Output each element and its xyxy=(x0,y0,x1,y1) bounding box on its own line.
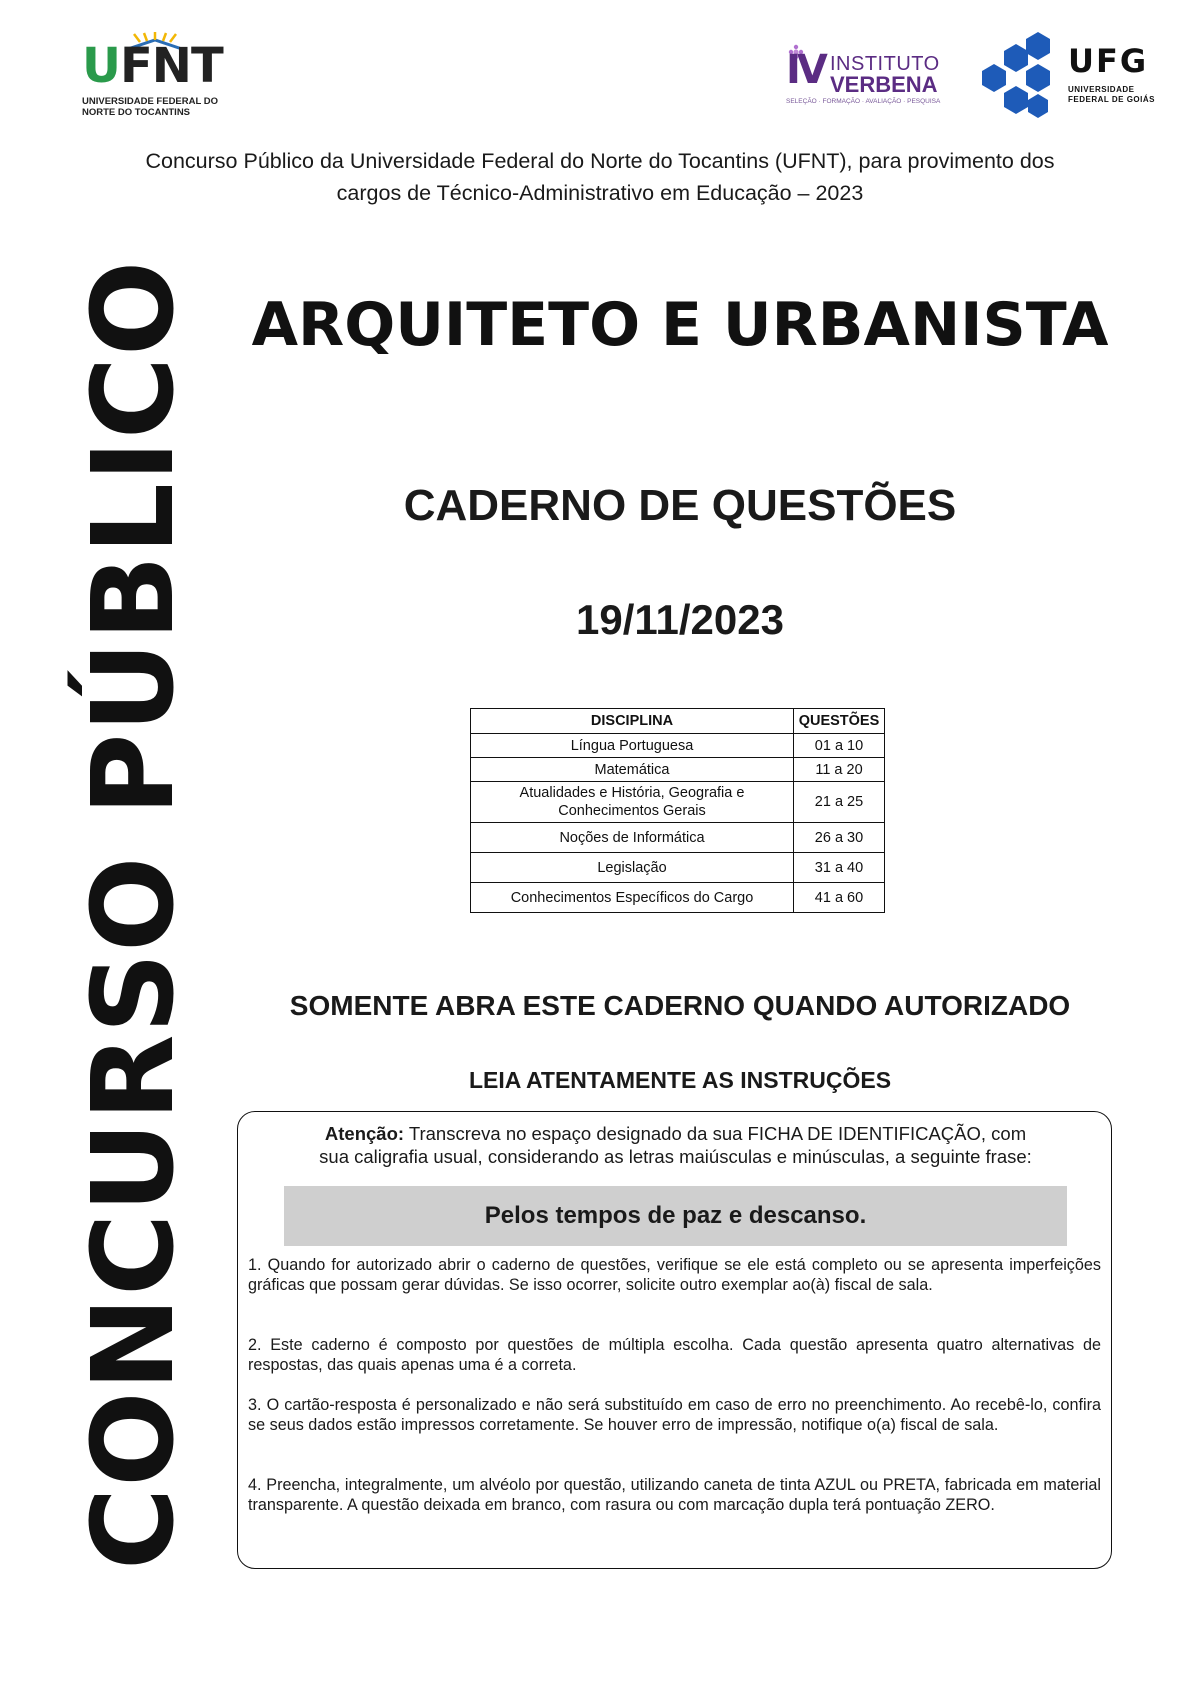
contest-description xyxy=(100,145,1100,209)
discipline-cell: Conhecimentos Específicos do Cargo xyxy=(471,883,794,913)
questions-cell: 31 a 40 xyxy=(794,853,885,883)
verbena-line1: INSTITUTO xyxy=(830,53,940,75)
vertical-banner: CONCURSO PÚBLICO xyxy=(69,259,199,1570)
instruction-rule-4: 4. Preencha, integralmente, um alvéolo por questão, utilizando caneta de tinta AZUL ou PRETA, fabricada em material transparente. A questão deixada em branco, com rasura ou com marcação dupla terá pontuação ZERO. xyxy=(248,1476,1101,1514)
ufnt-logo xyxy=(82,36,223,120)
verbena-tagline: SELEÇÃO · FORMAÇÃO · AVALIAÇÃO · PESQUISA xyxy=(786,98,941,105)
header-questions: QUESTÕES xyxy=(794,709,885,734)
exam-date: 19/11/2023 xyxy=(576,596,784,643)
warning-line: SOMENTE ABRA ESTE CADERNO QUANDO AUTORIZADO xyxy=(289,990,1071,1021)
attention-label: Atenção: xyxy=(324,1123,405,1144)
ufg-subtitle-line2: FEDERAL DE GOIÁS xyxy=(1068,95,1155,104)
attention-line1 xyxy=(268,1122,1083,1145)
booklet-title: CADERNO DE QUESTÕES xyxy=(403,481,957,530)
table-row xyxy=(471,853,885,883)
phrase-box xyxy=(284,1186,1067,1246)
header-discipline: DISCIPLINA xyxy=(471,709,794,734)
attention-text-line1: Transcreva no espaço designado da sua FICHA DE IDENTIFICAÇÃO, com xyxy=(404,1123,1027,1144)
instituto-verbena-logo xyxy=(786,44,956,106)
questions-cell: 21 a 25 xyxy=(794,782,885,823)
questions-cell: 11 a 20 xyxy=(794,758,885,782)
table-row xyxy=(471,734,885,758)
verbena-line2: VERBENA xyxy=(830,72,938,97)
table-row xyxy=(471,782,885,823)
ufg-subtitle-line1: UNIVERSIDADE xyxy=(1068,85,1135,94)
table-row xyxy=(471,823,885,853)
instruction-rule-2: 2. Este caderno é composto por questões de múltipla escolha. Cada questão apresenta quatro alternativas de respostas, das quais apenas uma é a correta. xyxy=(248,1336,1101,1374)
attention-note xyxy=(268,1122,1083,1168)
discipline-cell: Noções de Informática xyxy=(471,823,794,853)
transcription-phrase: Pelos tempos de paz e descanso. xyxy=(484,1202,867,1229)
instruction-rule-1: 1. Quando for autorizado abrir o caderno de questões, verifique se ele está completo ou se apresenta imperfeições gráficas que possam gerar dúvidas. Se isso ocorrer, solicite outro exemplar ao(à) fiscal de sala. xyxy=(248,1256,1101,1294)
instructions-heading: LEIA ATENTAMENTE AS INSTRUÇÕES xyxy=(468,1067,892,1093)
discipline-table xyxy=(470,708,885,913)
ufg-logo xyxy=(976,30,1156,122)
instructions-box xyxy=(237,1111,1112,1569)
questions-cell: 41 a 60 xyxy=(794,883,885,913)
ufg-wordmark: UFG xyxy=(1068,42,1149,80)
discipline-cell: Atualidades e História, Geografia e Conhecimentos Gerais xyxy=(471,782,794,823)
discipline-cell: Legislação xyxy=(471,853,794,883)
table-header-row xyxy=(471,709,885,734)
contest-description-line1: Concurso Público da Universidade Federal do Norte do Tocantins (UFNT), para provimento dos xyxy=(145,149,1055,173)
ufnt-wordmark: UFNT xyxy=(82,38,223,94)
hexagons-icon xyxy=(976,30,1066,122)
job-title: ARQUITETO E URBANISTA xyxy=(251,290,1109,360)
contest-description-line2: cargos de Técnico-Administrativo em Educação – 2023 xyxy=(336,181,864,205)
ufnt-subtitle: UNIVERSIDADE FEDERAL DO NORTE DO TOCANTINS xyxy=(82,96,219,118)
discipline-cell: Matemática xyxy=(471,758,794,782)
attention-text-line2: sua caligrafia usual, considerando as letras maiúsculas e minúsculas, a seguinte frase: xyxy=(319,1146,1032,1167)
discipline-cell: Língua Portuguesa xyxy=(471,734,794,758)
ufg-subtitle xyxy=(1068,85,1155,105)
table-row xyxy=(471,883,885,913)
verbena-mark: IV xyxy=(786,47,824,93)
table-row xyxy=(471,758,885,782)
instruction-rule-3: 3. O cartão-resposta é personalizado e não será substituído em caso de erro no preenchimento. Ao recebê-lo, confira se seus dados estão impressos corretamente. Se houver erro de impressão, notifique o(a) fiscal de sala. xyxy=(248,1396,1101,1434)
questions-cell: 01 a 10 xyxy=(794,734,885,758)
questions-cell: 26 a 30 xyxy=(794,823,885,853)
